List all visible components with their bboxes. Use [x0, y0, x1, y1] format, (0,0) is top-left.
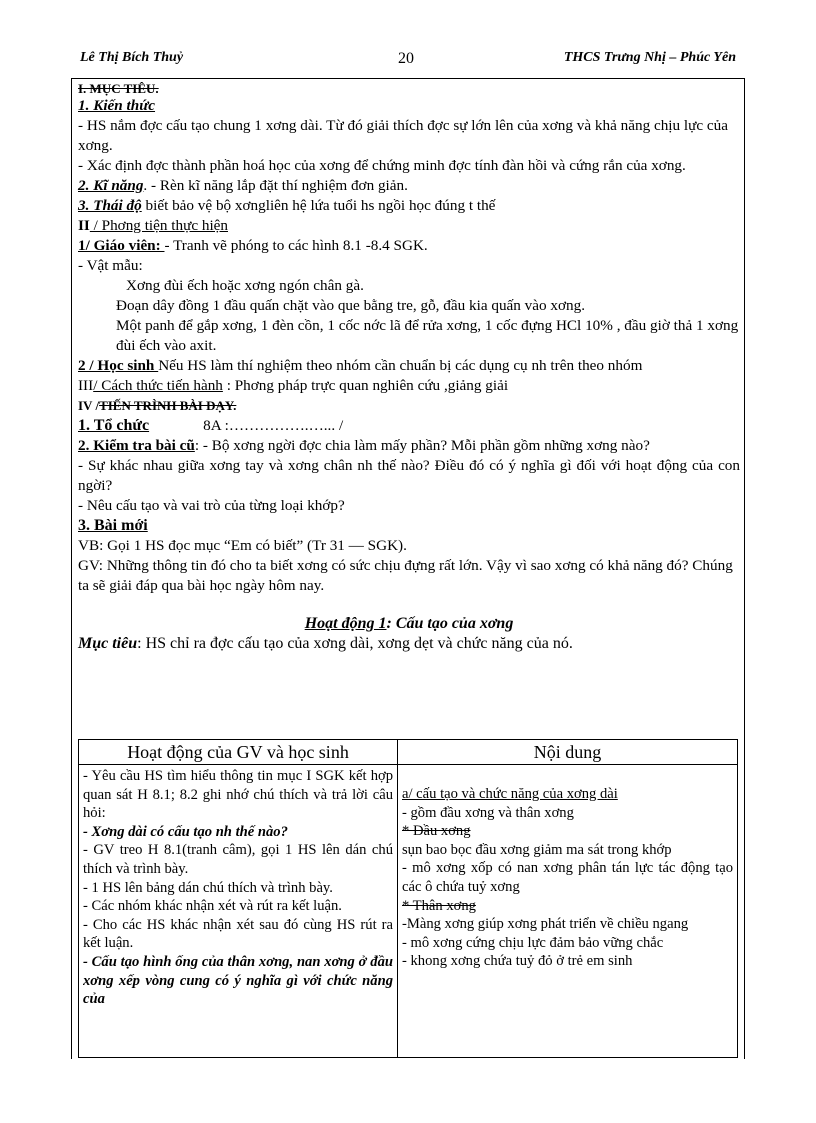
content-line: * Đầu xơng	[402, 823, 471, 840]
check-line	[78, 436, 740, 456]
activity-title	[78, 614, 740, 634]
process-title	[78, 396, 740, 416]
table-header-content: Nội dung	[398, 740, 738, 765]
content-line: -Màng xơng giúp xơng phát triển về chiều ngang	[402, 916, 689, 933]
knowledge-item: - Xác định đợc thành phần hoá học của xơng để chứng minh đợc tính đàn hồi và cứng rắn của xơng.	[78, 157, 686, 174]
table-header-row	[79, 740, 738, 765]
check-heading: 2. Kiểm tra bài cũ	[78, 437, 195, 454]
header-author: Lê Thị Bích Thuỷ	[80, 50, 184, 65]
process-title-text: TIẾN TRÌNH BÀI DẠY.	[99, 398, 237, 413]
content-line: a/ cấu tạo và chức năng của xơng dài	[402, 786, 618, 802]
objective-line	[78, 634, 740, 654]
specimen-item: Xơng đùi ếch hoặc xơng ngón chân gà.	[126, 277, 364, 294]
attitude-line	[78, 196, 740, 216]
specimen-label: - Vật mẫu:	[78, 257, 143, 274]
attitude-text: biết bảo vệ bộ xơngliên hệ lứa tuổi hs ngồi học đúng t thế	[141, 197, 496, 214]
lesson-body	[78, 82, 740, 654]
content-line: - mô xơng cứng chịu lực đảm bảo vững chắc	[402, 934, 664, 951]
activity-line: - Cho các HS khác nhận xét sau đó cùng HS rút ra kết luận.	[83, 916, 393, 952]
specimen-item: Đoạn dây đồng 1 đầu quấn chặt vào que bằng tre, gỗ, đầu kia quấn vào xơng.	[116, 297, 586, 314]
activity-title-prefix: Hoạt động 1	[304, 615, 387, 632]
question-item: - Sự khác nhau giữa xơng tay và xơng chân nh thế nào? Điều đó có ý nghĩa gì đối với hoạt động của con ngời?	[78, 457, 740, 494]
skill-text: . - Rèn kĩ năng lắp đặt thí nghiệm đơn giản.	[143, 177, 408, 194]
teacher-student-cell	[79, 765, 398, 1058]
content-line: - gồm đầu xơng và thân xơng	[402, 804, 574, 821]
objectives-title: I. MỤC TIÊU.	[78, 81, 159, 96]
activity-line: - Cấu tạo hình ống của thân xơng, nan xơng ở đầu xơng xếp vòng cung có ý nghĩa gì với chức năng của	[83, 953, 393, 1008]
organization-heading: 1. Tổ chức	[78, 417, 150, 434]
knowledge-item: - HS nắm đợc cấu tạo chung 1 xơng dài. Từ đó giải thích đợc sự lớn lên của xơng và khả năng chịu lực của xơng.	[78, 117, 728, 154]
teacher-text: - Tranh vẽ phóng to các hình 8.1 -8.4 SGK.	[164, 237, 428, 254]
activity-table	[78, 739, 738, 1058]
activity-line: - 1 HS lên bảng dán chú thích và trình bày.	[83, 879, 333, 896]
process-prefix: IV /	[78, 398, 100, 413]
method-text: : Phơng pháp trực quan nghiên cứu ,giảng giải	[222, 377, 509, 394]
means-prefix: II	[78, 217, 90, 234]
content-line: - mô xơng xốp có nan xơng phân tán lực tác động tạo các ô chứa tuỷ xơng	[402, 860, 733, 895]
attitude-heading: 3. Thái độ	[78, 197, 142, 214]
new-lesson-heading: 3. Bài mới	[78, 517, 148, 534]
student-line	[78, 356, 740, 376]
method-line	[78, 376, 740, 396]
objective-text: : HS chỉ ra đợc cấu tạo của xơng dài, xơng dẹt và chức năng của nó.	[137, 635, 573, 652]
means-title	[78, 216, 740, 236]
means-title-text: / Phơng tiện thực hiện	[89, 217, 228, 234]
teacher-line	[78, 236, 740, 256]
page-number: 20	[398, 50, 414, 67]
organization-line	[78, 416, 740, 436]
organization-text: 8A :…………….…... /	[203, 417, 344, 434]
student-text: Nếu HS làm thí nghiệm theo nhóm cần chuẩn bị các dụng cụ nh trên theo nhóm	[158, 357, 643, 374]
content-cell	[398, 765, 738, 1058]
activity-line: - Yêu cầu HS tìm hiểu thông tin mục I SGK kết hợp quan sát H 8.1; 8.2 ghi nhớ chú thích và trả lời câu hỏi:	[83, 768, 393, 822]
intro-line: VB: Gọi 1 HS đọc mục “Em có biết” (Tr 31 — SGK).	[78, 537, 407, 554]
intro-line: GV: Những thông tin đó cho ta biết xơng có sức chịu đựng rất lớn. Vậy vì sao xơng có khả năng đó? Chúng ta sẽ giải đáp qua bài học ngày hôm nay.	[78, 557, 733, 594]
table-row	[79, 765, 738, 1058]
header-school: THCS Trưng Nhị – Phúc Yên	[563, 50, 736, 65]
specimen-item: Một panh để gắp xơng, 1 đèn cồn, 1 cốc nớc lã để rửa xơng, 1 cốc đựng HCl 10% , đầu giờ thả 1 xơng đùi ếch vào axit.	[116, 317, 739, 354]
method-prefix: III	[78, 377, 94, 394]
activity-line: - Các nhóm khác nhận xét và rút ra kết luận.	[83, 898, 342, 915]
content-line: sụn bao bọc đầu xơng giảm ma sát trong khớp	[402, 841, 672, 858]
activity-title-suffix: : Cấu tạo của xơng	[386, 615, 514, 632]
skill-heading: 2. Kĩ năng	[78, 177, 144, 194]
activity-line: - GV treo H 8.1(tranh câm), gọi 1 HS lên dán chú thích và trình bày.	[83, 842, 393, 877]
objective-label: Mục tiêu	[78, 635, 138, 652]
skill-line	[78, 176, 740, 196]
question-item: - Nêu cấu tạo và vai trò của từng loại khớp?	[78, 497, 345, 514]
content-line: - khong xơng chứa tuỷ đỏ ở trẻ em sinh	[402, 953, 633, 970]
knowledge-heading: 1. Kiến thức	[78, 97, 156, 114]
activity-line: - Xơng dài có cấu tạo nh thế nào?	[83, 823, 288, 840]
teacher-heading: 1/ Giáo viên:	[78, 237, 165, 254]
content-line: * Thân xơng	[402, 897, 476, 914]
check-text: : - Bộ xơng ngời đợc chia làm mấy phần? Mỗi phần gồm những xơng nào?	[194, 437, 650, 454]
table-header-activity: Hoạt động của GV và học sinh	[79, 740, 398, 765]
student-heading: 2 / Học sinh	[78, 357, 159, 374]
method-heading: / Cách thức tiến hành	[93, 377, 223, 394]
